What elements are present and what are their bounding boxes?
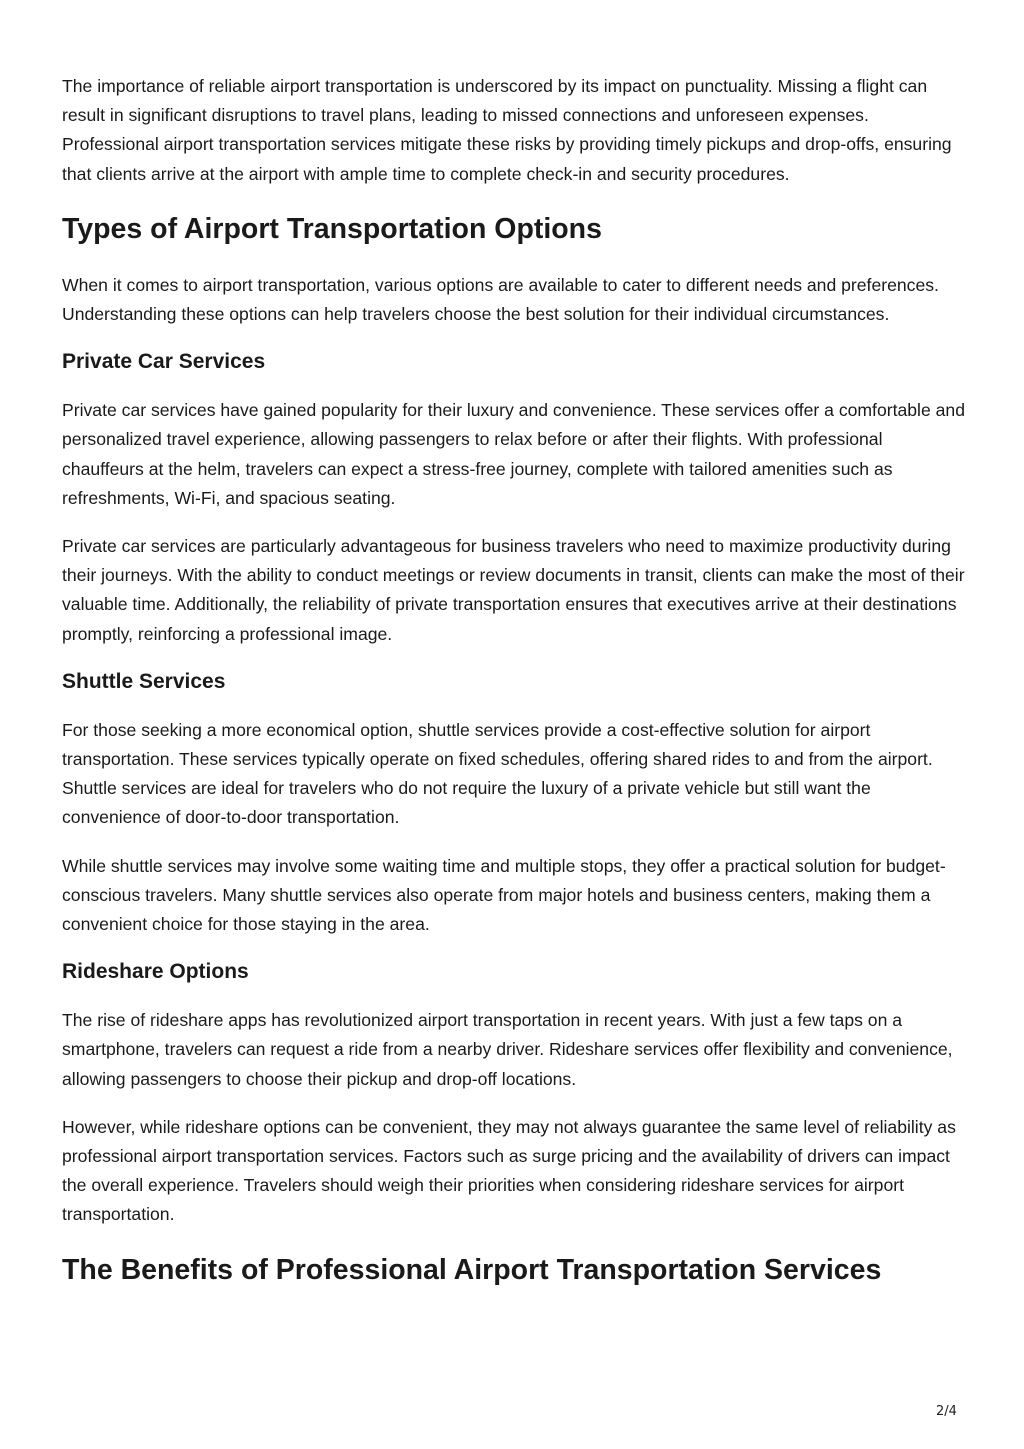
rideshare-paragraph-2: However, while rideshare options can be convenient, they may not always guarantee the same level of reliability as professional airport transportation services. Factors such as surge pricing and the availability of drivers can impact the overall experience. Travelers should weigh their priorities when considering rideshare services for airport transportation. <box>62 1116 956 1225</box>
page-number: 2/4 <box>936 1404 957 1419</box>
intro-paragraph: The importance of reliable airport transportation is underscored by its impact on punctuality. Missing a flight can result in significant disruptions to travel plans, leading to missed connections and unforeseen expenses. Professional airport transportation services mitigate these risks by providing timely pickups and drop-offs, ensuring that clients arrive at the airport with ample time to complete check-in and security procedures. <box>62 76 952 184</box>
shuttle-paragraph-1: For those seeking a more economical option, shuttle services provide a cost-effective solution for airport transportation. These services typically operate on fixed schedules, offering shared rides to and from the airport. Shuttle services are ideal for travelers who do not require the luxury of a private vehicle but still want the convenience of door-to-door transportation. <box>62 719 933 828</box>
document-page <box>62 72 966 1312</box>
benefits-section-heading: The Benefits of Professional Airport Transportation Services <box>62 1253 882 1286</box>
shuttle-paragraph-2: While shuttle services may involve some waiting time and multiple stops, they offer a practical solution for budget-conscious travelers. Many shuttle services also operate from major hotels and business centers, making them a convenient choice for those staying in the area. <box>62 855 946 935</box>
private-car-heading: Private Car Services <box>62 350 266 374</box>
private-car-paragraph-2: Private car services are particularly advantageous for business travelers who need to maximize productivity during their journeys. With the ability to conduct meetings or review documents in transit, clients can make the most of their valuable time. Additionally, the reliability of private transportation ensures that executives arrive at their destinations promptly, reinforcing a professional image. <box>62 536 965 644</box>
private-car-paragraph-1: Private car services have gained popularity for their luxury and convenience. These services offer a comfortable and personalized travel experience, allowing passengers to relax before or after their flights. With professional chauffeurs at the helm, travelers can expect a stress-free journey, complete with tailored amenities such as refreshments, Wi-Fi, and spacious seating. <box>62 400 965 508</box>
types-section-heading: Types of Airport Transportation Options <box>62 212 602 245</box>
types-section-intro: When it comes to airport transportation, various options are available to cater to different needs and preferences. Understanding these options can help travelers choose the best solution for their individual circumstances. <box>62 274 939 325</box>
shuttle-heading: Shuttle Services <box>62 669 226 693</box>
rideshare-paragraph-1: The rise of rideshare apps has revolutionized airport transportation in recent years. With just a few taps on a smartphone, travelers can request a ride from a nearby driver. Rideshare services offer flexibility and convenience, allowing passengers to choose their pickup and drop-off locations. <box>62 1010 953 1089</box>
rideshare-heading: Rideshare Options <box>62 960 249 984</box>
